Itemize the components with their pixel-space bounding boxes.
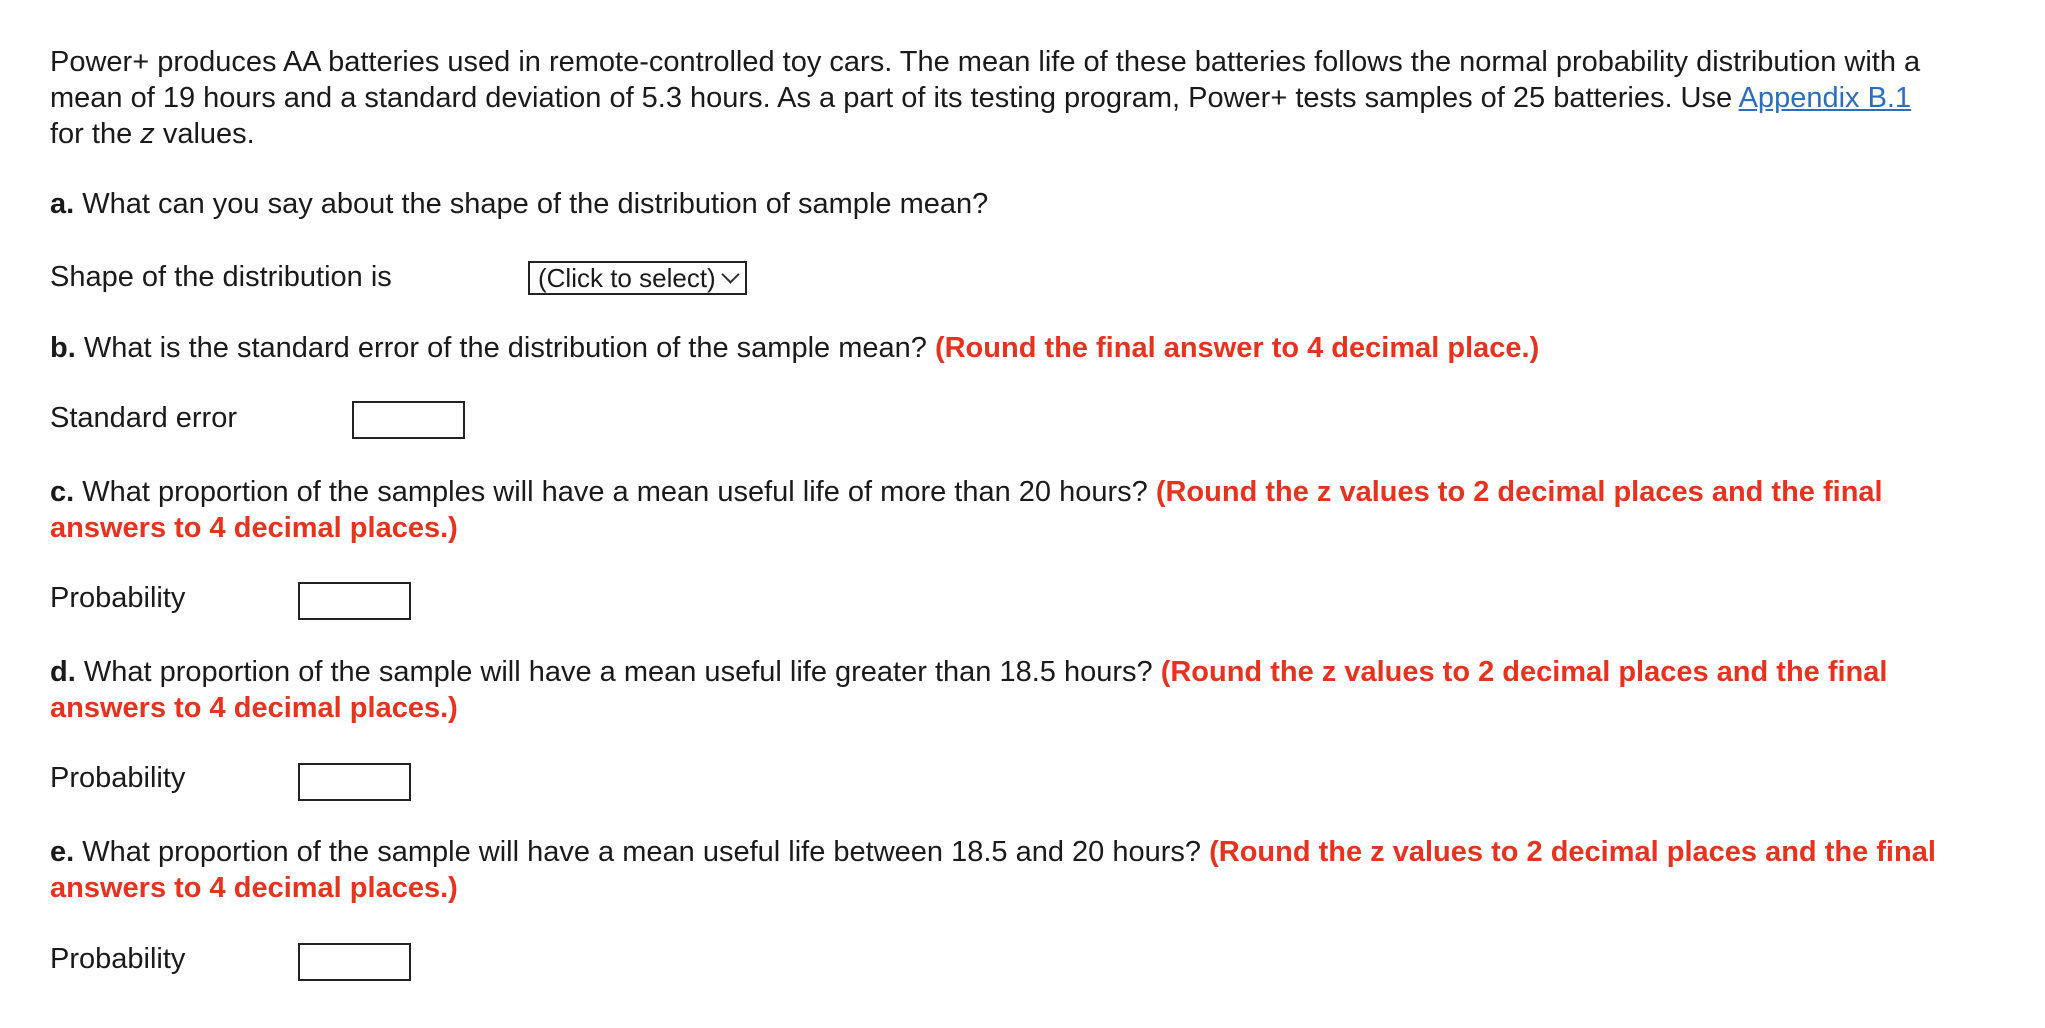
question-a-letter: a.	[50, 188, 75, 220]
probability-e-input[interactable]	[298, 943, 411, 981]
question-d-instruction: (Round the z values to 2 decimal places and the final answers to 4 decimal places.)	[50, 656, 1888, 724]
probability-d-label: Probability	[50, 762, 186, 794]
intro-text-end: values.	[154, 118, 255, 150]
question-b-instruction: (Round the final answer to 4 decimal place.)	[934, 332, 1540, 364]
probability-d-input[interactable]	[298, 763, 411, 801]
question-b-letter: b.	[50, 332, 76, 364]
shape-select[interactable]	[528, 261, 747, 295]
question-d-letter: d.	[50, 656, 76, 688]
question-c-text: What proportion of the samples will have a mean useful life of more than 20 hours?	[74, 476, 1156, 508]
chevron-down-icon	[721, 265, 739, 283]
question-b-text: What is the standard error of the distribution of the sample mean?	[75, 332, 935, 364]
appendix-link[interactable]: Appendix B.1	[1738, 82, 1912, 114]
question-c-instruction: (Round the z values to 2 decimal places and the final answers to 4 decimal places.)	[50, 476, 1883, 544]
question-d-text: What proportion of the sample will have a mean useful life greater than 18.5 hours?	[75, 656, 1161, 688]
shape-select-value: (Click to select)	[538, 263, 716, 293]
probability-e-label: Probability	[50, 943, 186, 975]
intro-text-after-link: for the	[50, 118, 141, 150]
question-a	[50, 186, 1950, 222]
question-a-text: What can you say about the shape of the distribution of sample mean?	[74, 188, 989, 220]
question-b	[50, 330, 1950, 366]
question-content	[50, 44, 1950, 975]
z-italic: z	[140, 118, 155, 150]
question-e	[50, 834, 1950, 906]
standard-error-label: Standard error	[50, 402, 237, 434]
standard-error-input[interactable]	[352, 401, 465, 439]
shape-label: Shape of the distribution is	[50, 261, 392, 293]
question-e-instruction: (Round the z values to 2 decimal places and the final answers to 4 decimal places.)	[50, 836, 1936, 904]
question-c-letter: c.	[50, 476, 75, 508]
question-d	[50, 654, 1950, 726]
intro-text: Power+ produces AA batteries used in remote-controlled toy cars. The mean life of these batteries follows the normal probability distribution with a mean of 19 hours and a standard deviation of 5.3 hours. As a part of its testing program, Power+ tests samples of 25 batteries. Use	[50, 46, 1921, 114]
problem-statement	[50, 44, 1950, 152]
probability-c-label: Probability	[50, 582, 186, 614]
question-e-text: What proportion of the sample will have a mean useful life between 18.5 and 20 hours?	[74, 836, 1210, 868]
question-e-letter: e.	[50, 836, 75, 868]
probability-c-input[interactable]	[298, 582, 411, 620]
question-c	[50, 474, 1950, 546]
